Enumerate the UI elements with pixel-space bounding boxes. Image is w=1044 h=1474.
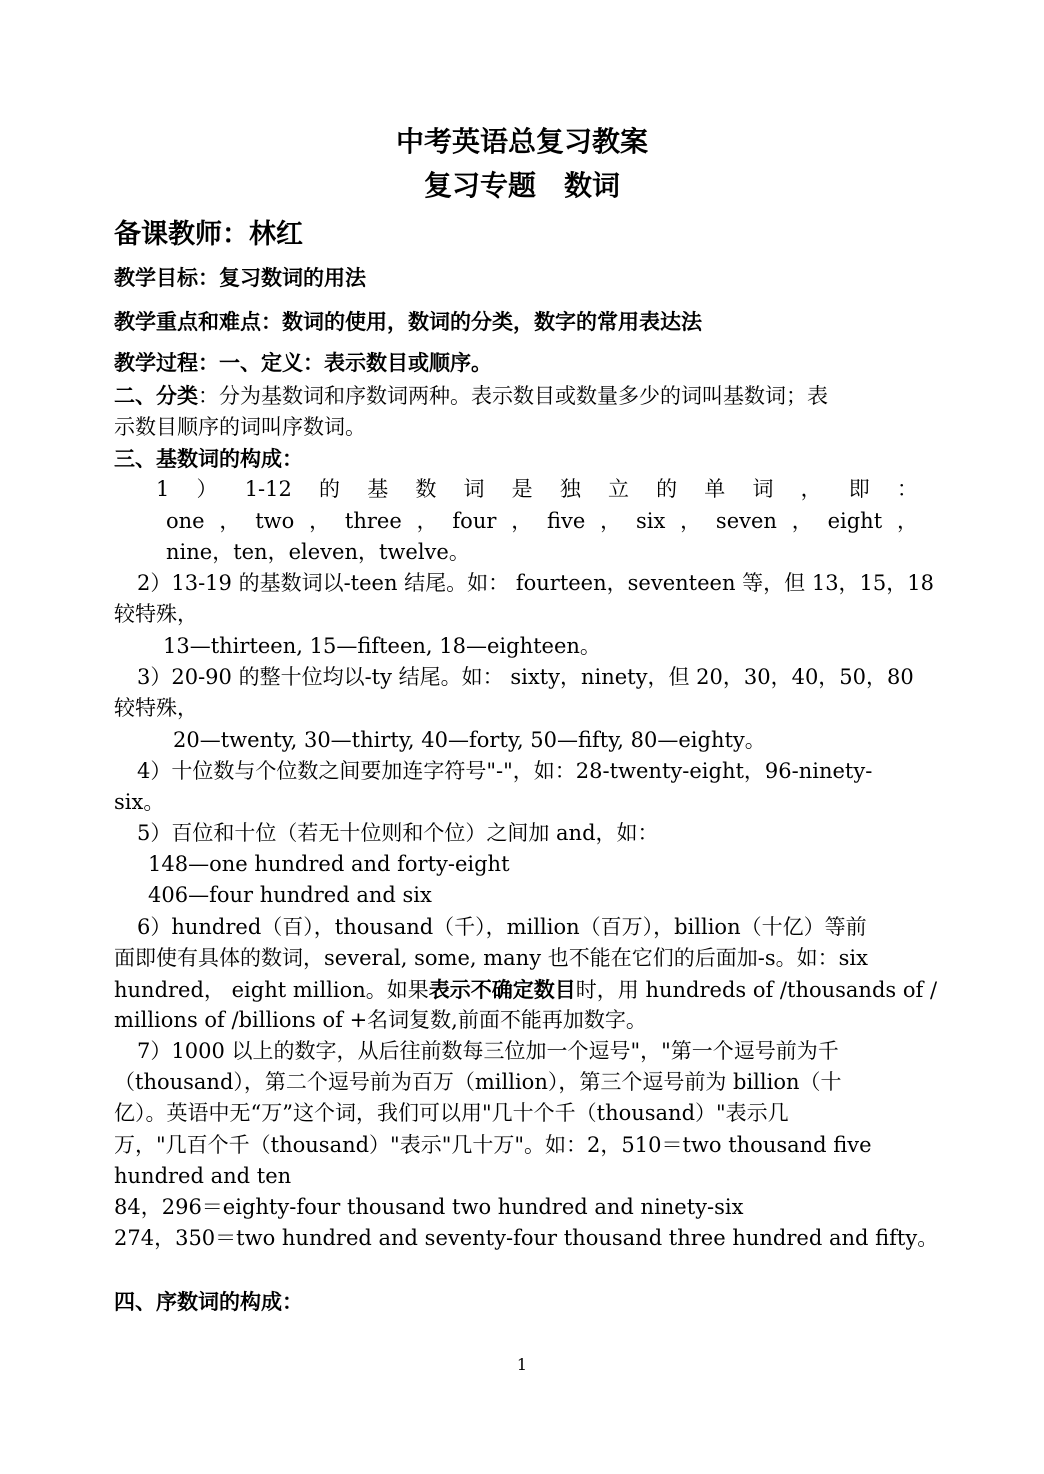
item-1-line-1-token: 是 — [511, 477, 533, 501]
item-1-line-1-token: 独 — [559, 477, 581, 501]
item-4-line-1: 4）十位数与个位数之间要加连字符号"-"，如：28-twenty-eight，96-ninety- — [137, 759, 873, 783]
item-1-line-3: nine，ten，eleven，twelve。 — [166, 540, 470, 564]
item-1-line-2-token: ， — [791, 509, 813, 533]
item-1-line-2-token: ， — [511, 509, 533, 533]
page-number: 1 — [516, 1355, 528, 1374]
item-1-line-1-token: 词 — [752, 477, 774, 501]
item-2-line-2: 较特殊， — [114, 602, 198, 626]
section-2-line-1 — [114, 385, 828, 407]
item-1-line-2-token: ， — [896, 509, 918, 533]
section-2-line-2: 示数目顺序的词叫序数词。 — [114, 415, 366, 439]
section-4-heading: 四、序数词的构成： — [114, 1289, 303, 1314]
item-1-line-1-token: ） — [196, 477, 218, 501]
item-1-line-2-token: three — [344, 509, 402, 533]
key-points: 教学重点和难点：数词的使用，数词的分类，数字的常用表达法 — [114, 309, 702, 334]
item-1-line-1-token: 单 — [704, 477, 726, 501]
item-6-line-4: millions of /billions of +名词复数,前面不能再加数字。 — [114, 1008, 647, 1032]
item-1-line-1-token: 数 — [415, 477, 437, 501]
item-7-line-4: 万，"几百个千（thousand）"表示"几十万"。如：2，510＝two thousand five — [114, 1133, 872, 1157]
item-1-line-1-token: 1 — [156, 477, 170, 501]
item-6-line-1: 6）hundred（百），thousand（千），million（百万），billion（十亿）等前 — [137, 915, 867, 939]
item-2-line-1: 2）13-19 的基数词以-teen 结尾。如： fourteen，seventeen 等，但 13，15，18 — [137, 571, 934, 595]
item-4-line-2: six。 — [114, 790, 165, 814]
item-1-line-2-token: two — [255, 509, 295, 533]
item-1-line-2 — [166, 511, 918, 532]
item-1-line-1-token: 基 — [367, 477, 389, 501]
item-5-example-1: 148—one hundred and forty-eight — [148, 852, 510, 876]
item-3-line-1: 3）20-90 的整十位均以-ty 结尾。如： sixty，ninety，但 20，30，40，50，80 — [137, 665, 914, 689]
item-1-line-2-token: ， — [309, 509, 331, 533]
item-1-line-2-token: four — [452, 509, 497, 533]
item-1-line-2-token: seven — [715, 509, 777, 533]
item-7-line-2: （thousand），第二个逗号前为百万（million），第三个逗号前为 billion（十 — [114, 1070, 842, 1094]
document-title: 中考英语总复习教案 — [395, 125, 648, 158]
item-1-line-2-token: six — [635, 509, 666, 533]
item-1-line-1-token: 即 — [848, 477, 870, 501]
item-7-line-7: 274，350＝two hundred and seventy-four thousand three hundred and fifty。 — [114, 1226, 939, 1250]
item-1-line-2-token: ， — [219, 509, 241, 533]
teacher-line: 备课教师：林红 — [114, 219, 303, 250]
section-2-label: 二、分类 — [114, 383, 198, 408]
item-1-line-1-token: ， — [800, 477, 822, 501]
item-1-line-1 — [156, 479, 918, 500]
item-1-line-1-token: ： — [896, 477, 918, 501]
item-3-line-2: 较特殊， — [114, 696, 198, 720]
item-1-line-2-token: ， — [600, 509, 622, 533]
item-7-line-5: hundred and ten — [114, 1164, 292, 1188]
item-6-line-2: 面即使有具体的数词，several, some, many 也不能在它们的后面加-s。如：six — [114, 946, 868, 970]
document-subtitle: 复习专题 数词 — [423, 169, 620, 202]
item-7-line-6: 84，296＝eighty-four thousand two hundred and ninety-six — [114, 1195, 744, 1219]
teaching-process: 教学过程：一、定义：表示数目或顺序。 — [114, 350, 492, 375]
item-6-line-3-start: hundred， eight million。如果 — [114, 978, 429, 1002]
section-2-text: ：分为基数词和序数词两种。表示数目或数量多少的词叫基数词；表 — [198, 384, 828, 408]
item-1-line-1-token: 的 — [656, 477, 678, 501]
item-5-line-1: 5）百位和十位（若无十位则和个位）之间加 and，如： — [137, 821, 659, 845]
item-1-line-1-token: 1-12 — [244, 477, 292, 501]
item-1-line-1-token: 词 — [463, 477, 485, 501]
item-3-examples: 20—twenty, 30—thirty, 40—forty, 50—fifty, 80—eighty。 — [173, 728, 766, 752]
item-1-line-2-token: ， — [416, 509, 438, 533]
item-7-line-3: 亿）。英语中无“万”这个词，我们可以用"几十个千（thousand）"表示几 — [114, 1101, 789, 1125]
section-3-heading: 三、基数词的构成： — [114, 446, 303, 471]
teaching-goal: 教学目标：复习数词的用法 — [114, 265, 366, 290]
item-6-line-3-end: 时，用 hundreds of /thousands of / — [575, 978, 938, 1002]
item-1-line-2-token: one — [166, 509, 205, 533]
item-6-emphasis: 表示不确定数目 — [428, 977, 576, 1002]
item-1-line-2-token: five — [547, 509, 586, 533]
item-1-line-1-token: 的 — [319, 477, 341, 501]
item-7-line-1: 7）1000 以上的数字，从后往前数每三位加一个逗号"，"第一个逗号前为千 — [137, 1039, 839, 1063]
item-6-line-3 — [114, 979, 937, 1001]
item-1-line-2-token: eight — [827, 509, 883, 533]
item-2-examples: 13—thirteen, 15—fifteen, 18—eighteen。 — [163, 634, 601, 658]
item-1-line-2-token: ， — [680, 509, 702, 533]
item-5-example-2: 406—four hundred and six — [148, 883, 432, 907]
item-1-line-1-token: 立 — [607, 477, 629, 501]
